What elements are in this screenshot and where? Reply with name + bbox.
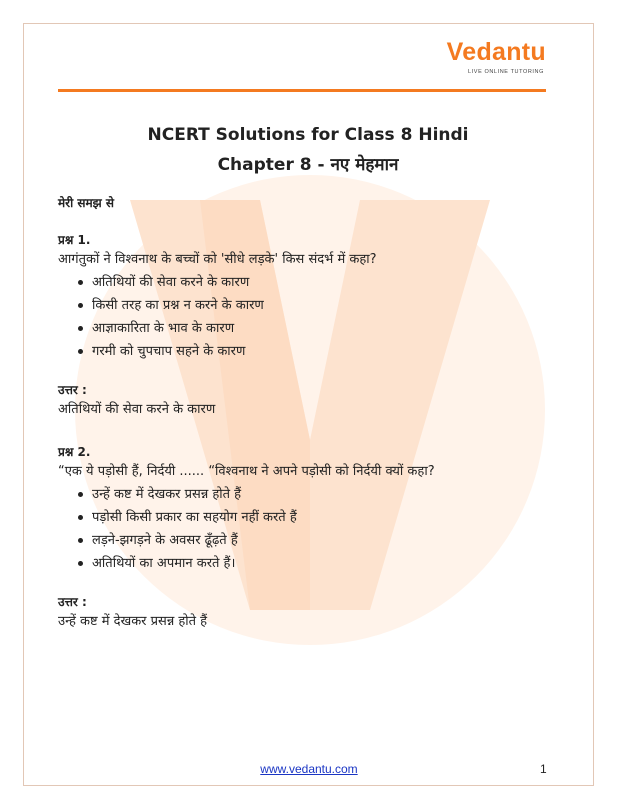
question-label: प्रश्न 2. <box>58 445 91 459</box>
answer-text: अतिथियों की सेवा करने के कारण <box>58 402 216 417</box>
list-item <box>78 529 558 552</box>
bullet-icon <box>78 326 83 331</box>
answer-label: उत्तर : <box>58 595 87 609</box>
list-item <box>78 294 558 317</box>
bullet-icon <box>78 561 83 566</box>
list-item <box>78 317 558 340</box>
option-text: पड़ोसी किसी प्रकार का सहयोग नहीं करते हैं <box>92 510 297 525</box>
option-text: किसी तरह का प्रश्न न करने के कारण <box>92 298 264 313</box>
option-text: लड़ने-झगड़ने के अवसर ढूँढ़ते हैं <box>92 533 238 548</box>
bullet-icon <box>78 280 83 285</box>
list-item <box>78 483 558 506</box>
question-text: “एक ये पड़ोसी हैं, निर्दयी ...... “विश्वनाथ ने अपने पड़ोसी को निर्दयी क्यों कहा? <box>58 464 435 479</box>
option-text: अतिथियों की सेवा करने के कारण <box>92 275 250 290</box>
option-text: गरमी को चुपचाप सहने के कारण <box>92 344 246 359</box>
list-item <box>78 552 558 575</box>
bullet-icon <box>78 515 83 520</box>
bullet-icon <box>78 538 83 543</box>
page-number: 1 <box>540 762 547 776</box>
option-text: अतिथियों का अपमान करते हैं। <box>92 556 236 571</box>
footer-website-link[interactable]: www.vedantu.com <box>260 762 358 776</box>
list-item <box>78 340 558 363</box>
document-body <box>58 118 558 633</box>
chapter-title: Chapter 8 - नए मेहमान <box>217 155 399 175</box>
bullet-icon <box>78 349 83 354</box>
answer-text: उन्हें कष्ट में देखकर प्रसन्न होते हैं <box>58 614 208 629</box>
bullet-icon <box>78 492 83 497</box>
options-list <box>58 483 558 575</box>
option-text: आज्ञाकारिता के भाव के कारण <box>92 321 235 336</box>
answer-label: उत्तर : <box>58 383 87 397</box>
logo-wordmark: Vedantu <box>446 38 546 66</box>
section-heading: मेरी समझ से <box>58 196 115 210</box>
question-label: प्रश्न 1. <box>58 233 91 247</box>
logo-tagline: LIVE ONLINE TUTORING <box>468 69 544 75</box>
document-title: NCERT Solutions for Class 8 Hindi <box>147 125 469 145</box>
question-text: आगंतुकों ने विश्वनाथ के बच्चों को 'सीधे लड़के' किस संदर्भ में कहा? <box>58 252 377 267</box>
list-item <box>78 506 558 529</box>
header-divider <box>58 89 546 92</box>
bullet-icon <box>78 303 83 308</box>
option-text: उन्हें कष्ट में देखकर प्रसन्न होते हैं <box>92 487 242 502</box>
list-item <box>78 271 558 294</box>
options-list <box>58 271 558 363</box>
vedantu-logo[interactable] <box>446 38 546 78</box>
